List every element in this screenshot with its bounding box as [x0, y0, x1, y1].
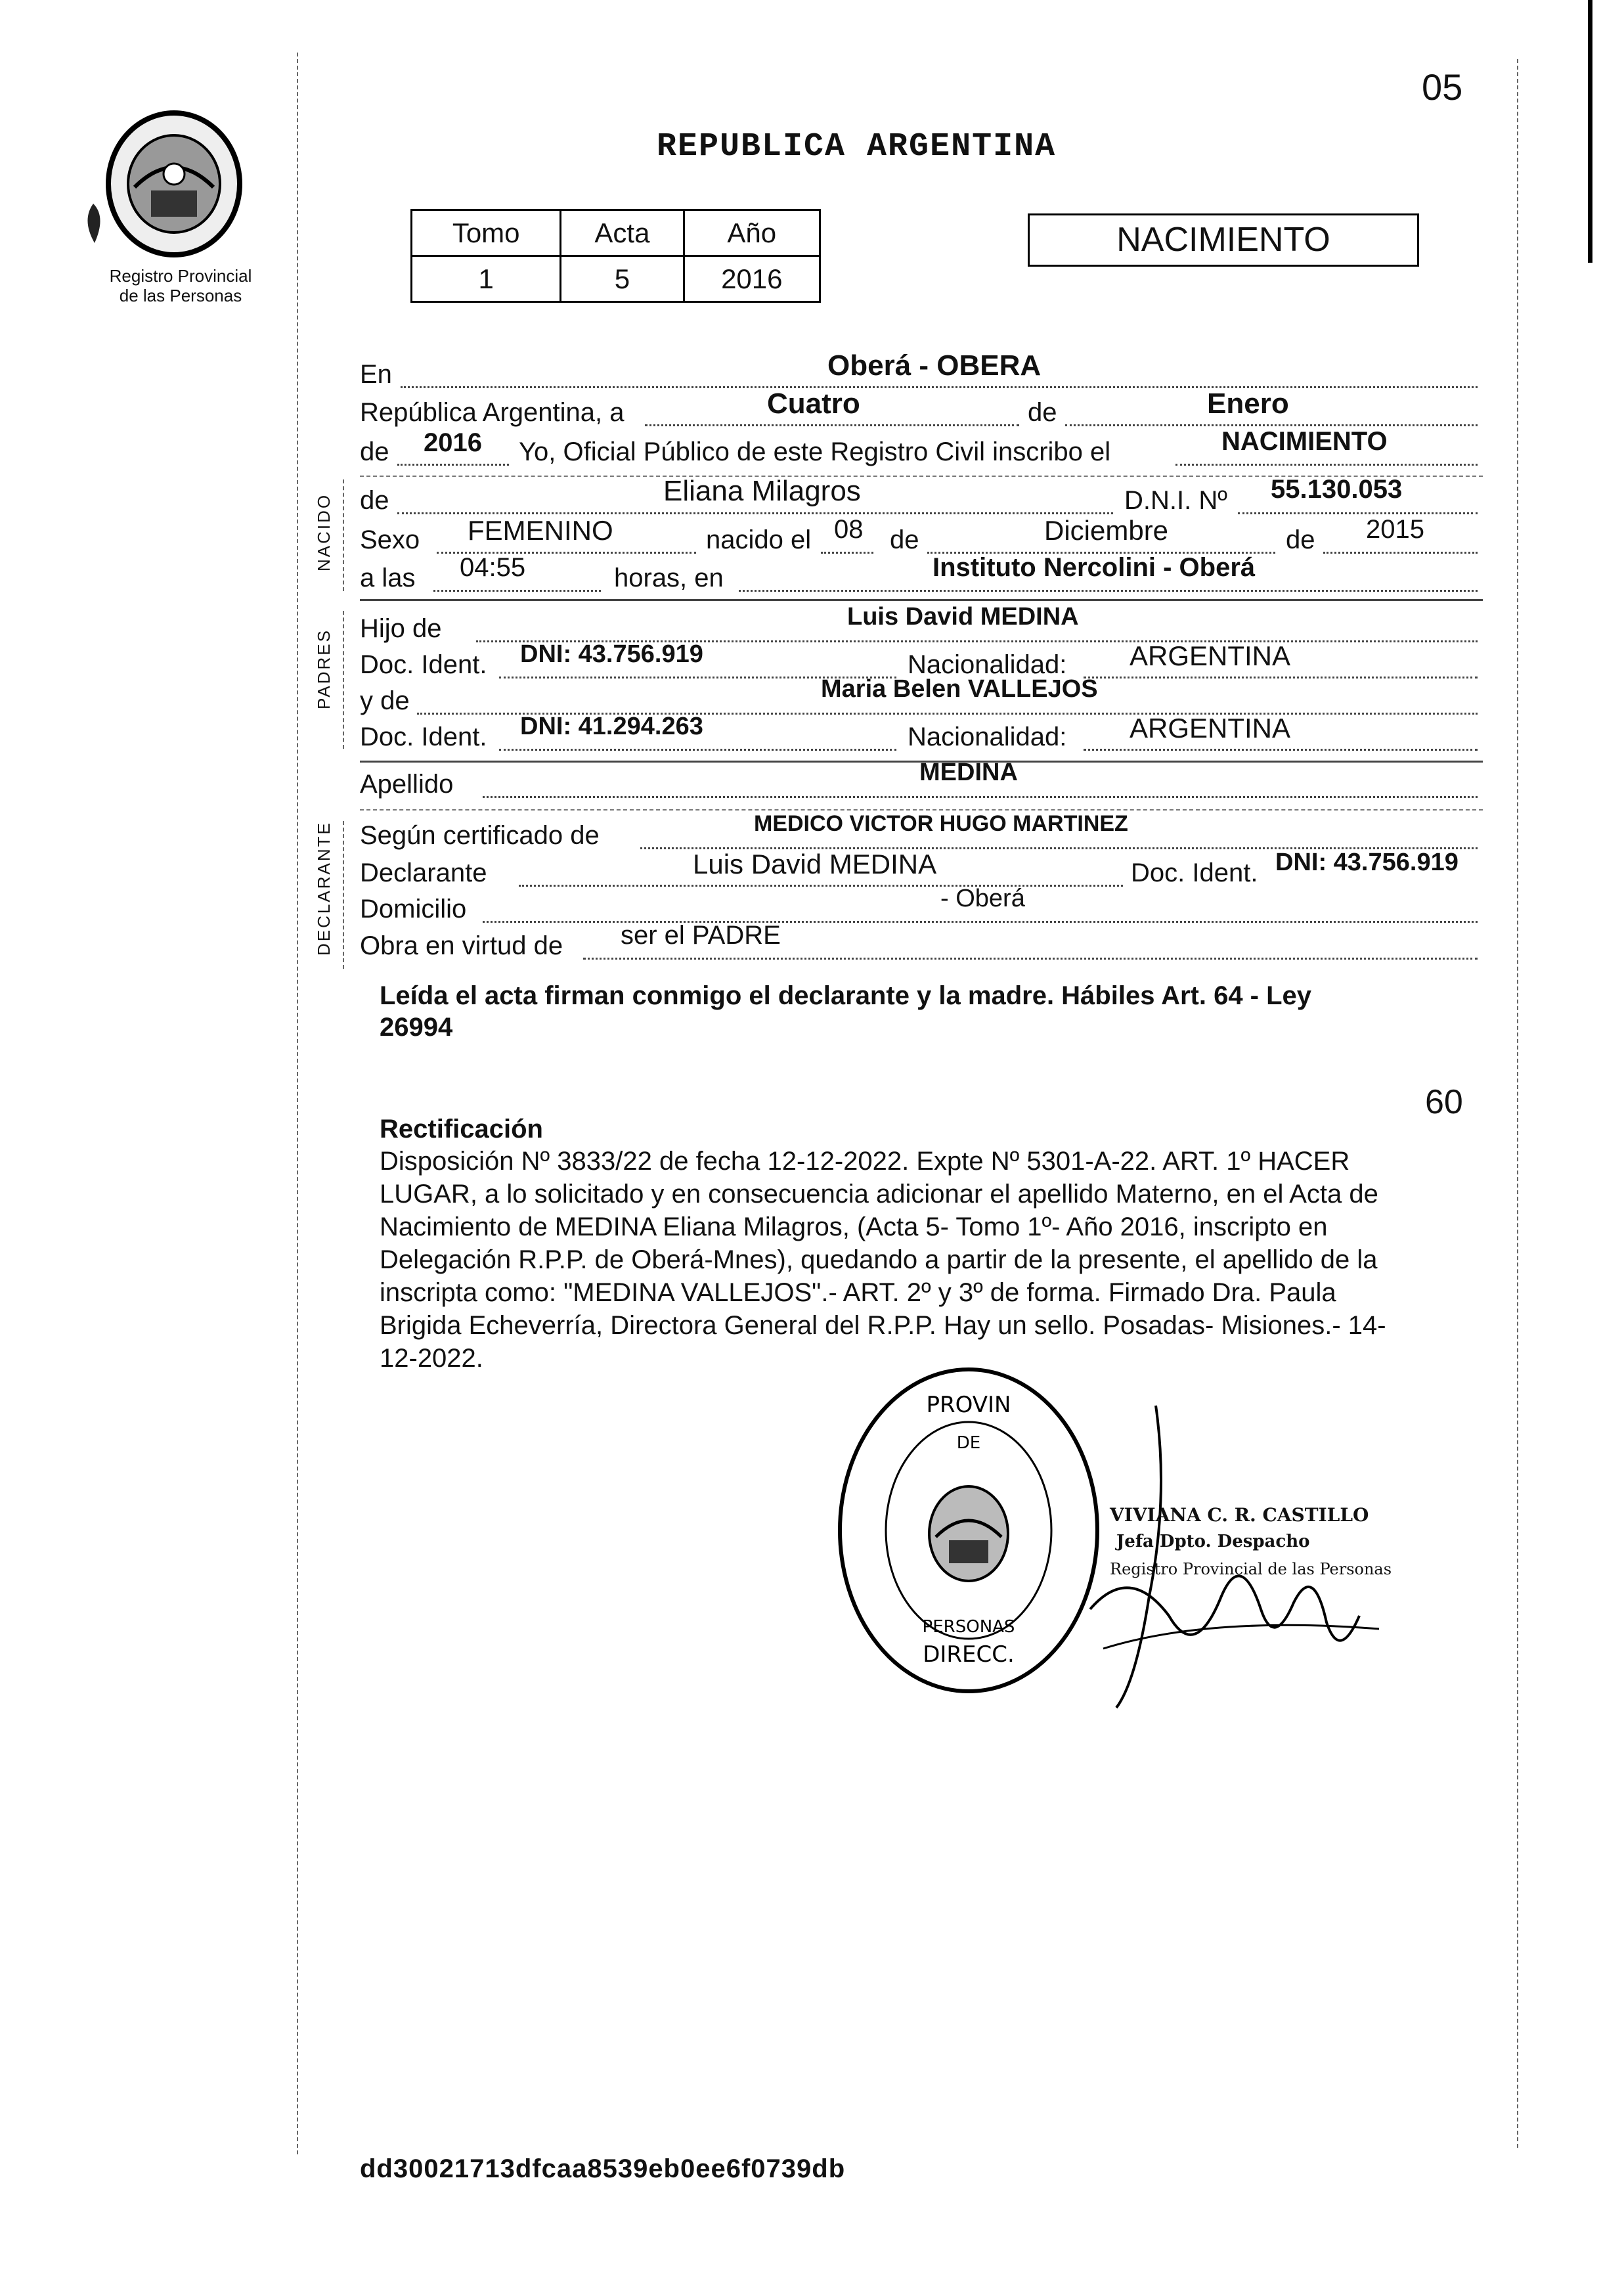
rectification-line: 12-2022. [380, 1344, 483, 1373]
domicile-value: - Oberá [940, 885, 1025, 912]
handwritten-signature [1077, 1399, 1405, 1714]
closing-note-line1: Leída el acta firman conmigo el declarante y la madre. Hábiles Art. 64 - Ley [380, 981, 1312, 1010]
emblem-leaf-icon [80, 200, 109, 246]
tomo-header: Tomo [412, 210, 561, 256]
acta-value: 5 [561, 256, 684, 302]
rectification-line: Brigida Echeverría, Directora General del R.P.P. Hay un sello. Posadas- Misiones.- 14- [380, 1311, 1386, 1340]
year-value: 2016 [424, 428, 482, 457]
padres-label: PADRES [314, 629, 334, 709]
declarant-value: Luis David MEDINA [693, 849, 937, 879]
rectification-line: Nacimiento de MEDINA Eliana Milagros, (Acta 5- Tomo 1º- Año 2016, inscripto en [380, 1212, 1328, 1241]
father-doc-value: DNI: 43.756.919 [520, 640, 703, 668]
closing-note [380, 980, 1470, 1043]
signatory-role: Jefa Dpto. Despacho [1116, 1532, 1310, 1551]
signatory-name: VIVIANA C. R. CASTILLO [1110, 1504, 1369, 1526]
certifier-value: MEDICO VICTOR HUGO MARTINEZ [754, 811, 1128, 836]
separator-4 [360, 809, 1483, 811]
father-nat-dots [1084, 677, 1478, 678]
declarante-field-label: Declarante [360, 858, 487, 887]
sexo-label: Sexo [360, 525, 420, 554]
country-title: REPUBLICA ARGENTINA [657, 128, 1057, 166]
svg-text:PROVIN: PROVIN [926, 1392, 1011, 1418]
name-dots [397, 512, 1113, 514]
apellido-label: Apellido [360, 770, 454, 799]
birth-day-value: 08 [834, 515, 864, 544]
dni-label: D.N.I. Nº [1124, 486, 1227, 515]
father-nat-value: ARGENTINA [1130, 640, 1291, 671]
time-value: 04:55 [460, 553, 526, 582]
mother-nat-value: ARGENTINA [1130, 713, 1291, 744]
father-value: Luis David MEDINA [847, 603, 1079, 631]
name-value: Eliana Milagros [663, 475, 861, 507]
y-de-label: y de [360, 686, 410, 715]
declarante-label: DECLARANTE [314, 821, 334, 956]
mother-value: Maria Belen VALLEJOS [821, 675, 1098, 703]
svg-text:DIRECC.: DIRECC. [923, 1641, 1015, 1668]
name-de-label: de [360, 486, 389, 515]
obra-value: ser el PADRE [621, 921, 781, 950]
nacido-bar [343, 479, 344, 591]
padres-bar [343, 611, 344, 749]
horas-label: horas, en [614, 564, 724, 592]
certificado-label: Según certificado de [360, 821, 600, 850]
birth-year-dots [1323, 552, 1478, 554]
act-value: NACIMIENTO [1221, 427, 1388, 456]
surname-dots [483, 796, 1478, 798]
declarant-doc-value: DNI: 43.756.919 [1275, 849, 1459, 876]
registry-name: Registro Provincial de las Personas [109, 266, 252, 305]
sexo-value: FEMENINO [468, 515, 613, 546]
birth-month-value: Diciembre [1044, 515, 1169, 546]
svg-text:PERSONAS: PERSONAS [922, 1617, 1015, 1637]
signatory-office: Registro Provincial de las Personas [1110, 1560, 1392, 1578]
province-emblem [99, 108, 250, 259]
birth-day-dots [821, 552, 873, 554]
obra-label: Obra en virtud de [360, 931, 563, 960]
birth-de-label: de [890, 525, 919, 554]
mother-doc-value: DNI: 41.294.263 [520, 713, 703, 740]
official-seal [831, 1360, 1107, 1701]
annotation-number: 60 [1425, 1083, 1463, 1121]
svg-text:DE: DE [956, 1433, 981, 1453]
time-dots [433, 590, 601, 592]
anio-header: Año [684, 210, 820, 256]
acta-header: Acta [561, 210, 684, 256]
obra-dots [583, 958, 1478, 960]
right-margin-line [1517, 59, 1518, 2148]
place-value: Oberá - OBERA [827, 349, 1042, 382]
right-edge-bar [1588, 0, 1592, 263]
nacido-el-label: nacido el [706, 525, 812, 554]
tomo-value: 1 [412, 256, 561, 302]
republic-label: República Argentina, a [360, 398, 625, 427]
dni-value: 55.130.053 [1271, 475, 1403, 504]
en-dots [401, 386, 1478, 388]
document-hash: dd30021713dfcaa8539eb0ee6f0739db [360, 2154, 846, 2183]
day-value: Cuatro [767, 388, 860, 420]
dni-dots [1238, 512, 1478, 514]
rectification-body [380, 1145, 1470, 1375]
nacido-label: NACIDO [314, 493, 334, 571]
mother-nat-dots [1084, 749, 1478, 751]
rectification-line: Disposición Nº 3833/22 de fecha 12-12-2022. Expte Nº 5301-A-22. ART. 1º HACER [380, 1147, 1350, 1176]
declarante-bar [343, 821, 344, 969]
rectification-line: Delegación R.P.P. de Oberá-Mnes), quedando a partir de la presente, el apellido de la [380, 1245, 1378, 1274]
hijo-label: Hijo de [360, 614, 442, 643]
a-las-label: a las [360, 564, 416, 592]
mother-nat-label: Nacionalidad: [908, 722, 1067, 751]
rectification-line: inscripta como: "MEDINA VALLEJOS".- ART. 2º y 3º de forma. Firmado Dra. Paula [380, 1278, 1336, 1307]
month-value: Enero [1207, 388, 1289, 420]
closing-note-line2: 26994 [380, 1013, 453, 1042]
year-de-label: de [360, 437, 389, 466]
anio-value: 2016 [684, 256, 820, 302]
act-dots [1175, 464, 1478, 466]
declarant-doc-label: Doc. Ident. [1131, 858, 1258, 887]
page-number: 05 [1422, 66, 1463, 108]
year-dots [397, 464, 509, 466]
act-type-box: NACIMIENTO [1028, 213, 1419, 267]
day-dots [645, 424, 1019, 426]
en-label: En [360, 360, 392, 389]
father-doc-label: Doc. Ident. [360, 650, 487, 679]
rectification-line: LUGAR, a lo solicitado y en consecuencia adicionar el apellido Materno, en el Acta de [380, 1180, 1378, 1209]
rectification-heading: Rectificación [380, 1115, 543, 1144]
left-margin-line [297, 53, 298, 2154]
separator-2 [360, 599, 1483, 601]
domicilio-label: Domicilio [360, 895, 467, 923]
birth-place-dots [739, 590, 1478, 592]
surname-value: MEDINA [919, 759, 1018, 786]
birth-year-de-label: de [1286, 525, 1315, 554]
mother-doc-label: Doc. Ident. [360, 722, 487, 751]
declarant-dots [519, 885, 1123, 887]
month-de-label: de [1028, 398, 1057, 427]
birth-year-value: 2015 [1366, 515, 1424, 544]
volume-table [410, 209, 821, 303]
oficial-text: Yo, Oficial Público de este Registro Civil inscribo el [519, 437, 1111, 466]
father-nat-label: Nacionalidad: [908, 650, 1067, 679]
birth-place-value: Instituto Nercolini - Oberá [933, 553, 1256, 582]
month-dots [1065, 424, 1478, 426]
mother-doc-dots [499, 749, 896, 751]
